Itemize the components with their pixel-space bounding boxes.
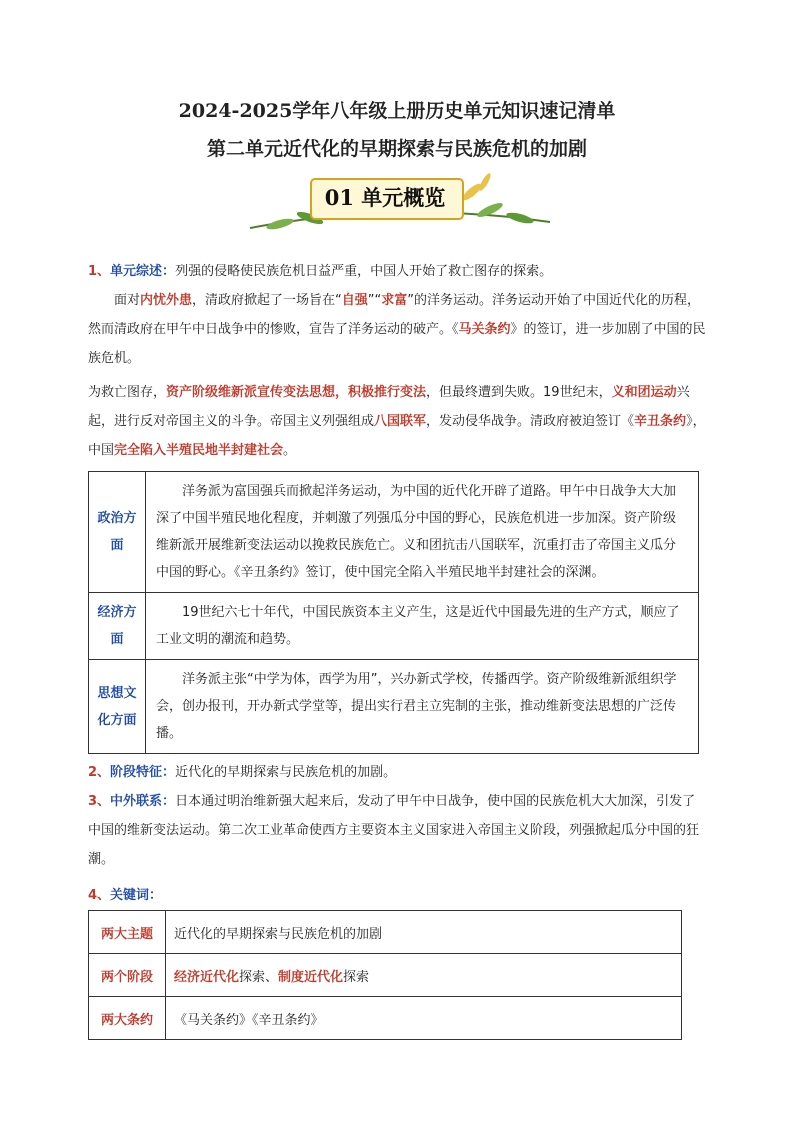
table-cell: 《马关条约》《辛丑条约》: [166, 997, 682, 1040]
section-4-keywords: [88, 881, 708, 910]
highlight-text: 八国联军: [374, 414, 427, 429]
section-number: 1、: [88, 264, 111, 279]
table-row: [89, 954, 682, 997]
text-run: 》的签订，进一步加剧了中国的民族危机。: [88, 322, 706, 366]
section-label: 单元综述：: [110, 264, 176, 279]
section-label: 中外联系：: [110, 794, 176, 809]
highlight-text: 马关条约: [458, 322, 511, 337]
paragraph-2: [88, 378, 708, 465]
page-subtitle: 第二单元近代化的早期探索与民族危机的加剧: [206, 138, 587, 160]
table-row: [89, 911, 682, 954]
text-run: 。: [283, 443, 297, 458]
section-text: 列强的侵略使民族危机日益严重，中国人开始了救亡图存的探索。: [175, 264, 553, 279]
text-run: 为救亡图存，: [88, 385, 167, 400]
section-2-feature: [88, 758, 708, 787]
page-title: 2024-2025学年八年级上册历史单元知识速记清单: [178, 100, 616, 122]
text-run: 面对: [114, 293, 141, 308]
table-row-head: 思想文化方面: [89, 660, 146, 754]
table-cell: 19世纪六七十年代，中国民族资本主义产生，这是近代中国最先进的生产方式，顺应了工业文明的潮流和趋势。: [146, 593, 699, 660]
section-text: 日本通过明治维新强大起来后，发动了甲午中日战争，使中国的民族危机大大加深，引发了中国的维新变法运动。第二次工业革命使西方主要资本主义国家进入帝国主义阶段，列强掀起瓜分中国的狂潮。: [88, 794, 700, 867]
section-number: 4、: [88, 888, 111, 903]
highlight-text: 自强: [341, 293, 368, 308]
section-text: 近代化的早期探索与民族危机的加剧。: [175, 765, 397, 780]
banner-title: 01 单元概览: [324, 185, 446, 210]
section-banner: [240, 170, 560, 240]
table-row: [89, 660, 699, 754]
keywords-table: [88, 910, 682, 1040]
table-cell: 洋务派为富国强兵而掀起洋务运动，为中国的近代化开辟了道路。甲午中日战争大大加深了中国半殖民地化程度，并刺激了列强瓜分中国的野心，民族危机进一步加深。资产阶级维新派开展维新变法运动以挽救民族危亡。义和团抗击八国联军，沉重打击了帝国主义瓜分中国的野心。《辛丑条约》签订，使中国完全陷入半殖民地半封建社会的深渊。: [146, 472, 699, 593]
text-run: 探索、: [239, 969, 279, 985]
section-3-relations: [88, 787, 708, 874]
text-run: 探索: [343, 969, 370, 985]
section-number: 2、: [88, 765, 111, 780]
table-cell: [166, 954, 682, 997]
text-run: ”“: [367, 293, 382, 308]
table-row-head: 政治方面: [89, 472, 146, 593]
table-row: [89, 472, 699, 593]
highlight-text: 内忧外患: [140, 293, 193, 308]
table-cell: 近代化的早期探索与民族危机的加剧: [166, 911, 682, 954]
table-row: [89, 593, 699, 660]
highlight-text: 义和团运动: [611, 385, 677, 400]
table-row-head: 两个阶段: [89, 954, 166, 997]
table-row-head: 两大主题: [89, 911, 166, 954]
paragraph-1: [88, 286, 708, 373]
section-1-summary: [88, 257, 708, 286]
text-run: 》，中国: [88, 414, 706, 458]
text-run: ”的洋务运动。洋务运动开始了中国近代化的历程，然而清政府在甲午中日战争中的惨败，宣告了洋务运动的破产。《: [88, 293, 701, 337]
text-run: 兴起，进行反对帝国主义的斗争。帝国主义列强组成: [88, 385, 690, 429]
highlight-text: 完全陷入半殖民地半封建社会: [114, 443, 284, 458]
highlight-text: 资产阶级维新派宣传变法思想，积极推行变法: [166, 385, 427, 400]
highlight-text: 经济近代化: [174, 969, 240, 985]
section-label: 关键词：: [110, 888, 163, 903]
table-row: [89, 997, 682, 1040]
table-row-head: 两大条约: [89, 997, 166, 1040]
table-row-head: 经济方面: [89, 593, 146, 660]
section-label: 阶段特征：: [110, 765, 176, 780]
text-run: ，发动侵华战争。清政府被迫签订《: [426, 414, 635, 429]
highlight-text: 辛丑条约: [634, 414, 687, 429]
table-cell: 洋务派主张“中学为体，西学为用”，兴办新式学校，传播西学。资产阶级维新派组织学会，创办报刊，开办新式学堂等，提出实行君主立宪制的主张，推动维新变法思想的广泛传播。: [146, 660, 699, 754]
text-run: ，清政府掀起了一场旨在“: [192, 293, 342, 308]
section-number: 3、: [88, 794, 111, 809]
highlight-text: 制度近代化: [278, 969, 344, 985]
highlight-text: 求富: [381, 293, 408, 308]
text-run: ，但最终遭到失败。19世纪末，: [426, 385, 612, 400]
overview-table: [88, 471, 699, 754]
